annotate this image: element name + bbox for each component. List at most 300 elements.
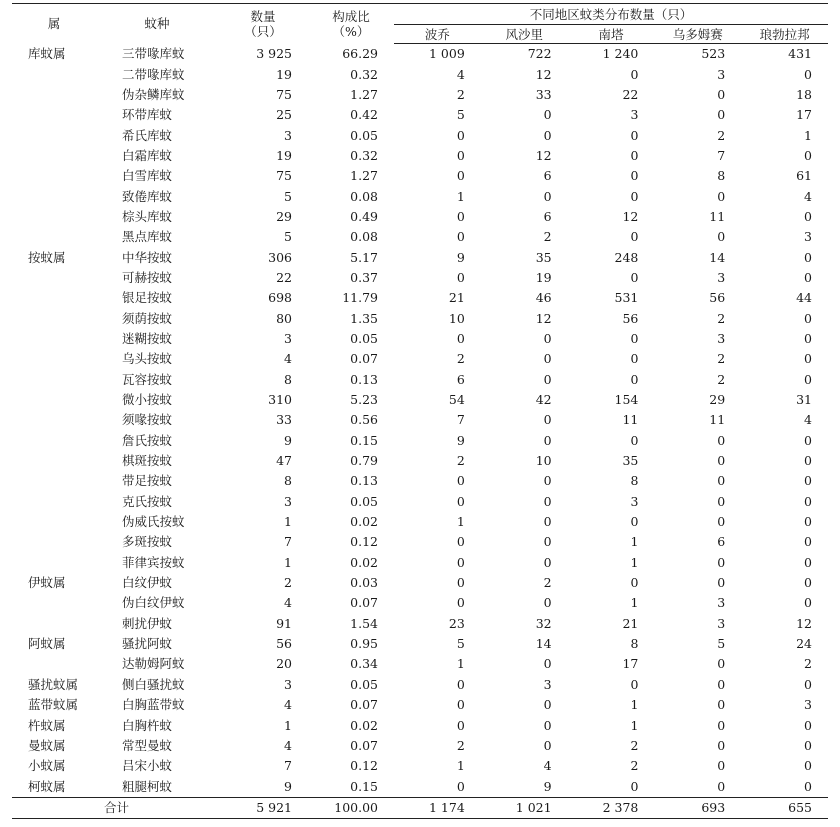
- region-cell: 3: [543, 676, 552, 692]
- region-cell: 8: [630, 636, 639, 652]
- region-cell: 14: [709, 249, 726, 265]
- ratio-cell: 0.07: [350, 737, 378, 753]
- region-cell: 3: [717, 595, 726, 611]
- ratio-cell: 0.79: [350, 453, 378, 469]
- species-cell: 粗腿柯蚊: [122, 778, 173, 794]
- count-cell: 310: [268, 392, 292, 408]
- region-cell: 0: [630, 147, 639, 163]
- region-cell: 0: [456, 493, 465, 509]
- ratio-cell: 0.95: [350, 636, 378, 652]
- region-cell: 523: [701, 46, 726, 62]
- region-cell: 8: [630, 473, 639, 489]
- region-cell: 0: [456, 229, 465, 245]
- region-cell: 0: [804, 575, 812, 591]
- table-row: [12, 207, 828, 227]
- region-cell: 0: [630, 371, 639, 387]
- table-row: [12, 614, 828, 634]
- region-cell: 0: [804, 432, 812, 448]
- region-cell: 19: [535, 269, 552, 285]
- genus-cell: [12, 654, 96, 674]
- genus-cell: [12, 431, 96, 451]
- count-header: [218, 4, 308, 44]
- region-cell: 18: [796, 86, 812, 102]
- region-cell: 0: [543, 717, 552, 733]
- table-row: [12, 410, 828, 430]
- ratio-cell: 0.34: [350, 656, 378, 672]
- ratio-header-line2: （%）: [332, 23, 370, 39]
- region-cell: 0: [456, 717, 465, 733]
- ratio-cell: 0.42: [350, 107, 378, 123]
- region-cell: 11: [709, 412, 726, 428]
- table-row: [12, 573, 828, 593]
- region-cell: 0: [717, 493, 726, 509]
- region-cell: 0: [456, 147, 465, 163]
- genus-cell: 骚扰蚊属: [28, 676, 79, 692]
- ratio-cell: 0.07: [350, 351, 378, 367]
- genus-cell: [12, 207, 96, 227]
- total-label: 合计: [12, 797, 218, 818]
- region-cell: 12: [535, 66, 552, 82]
- ratio-cell: 0.37: [350, 269, 378, 285]
- region-cell: 531: [614, 290, 639, 306]
- region-cell: 2: [804, 656, 812, 672]
- genus-cell: [12, 146, 96, 166]
- region-cell: 0: [456, 269, 465, 285]
- count-cell: 29: [276, 208, 292, 224]
- mosquito-distribution-table: [12, 3, 828, 819]
- count-cell: 91: [276, 615, 292, 631]
- count-cell: 3: [284, 127, 292, 143]
- region-cell: 0: [456, 697, 465, 713]
- ratio-cell: 0.08: [350, 229, 378, 245]
- region-cell: 2: [717, 127, 726, 143]
- region-cell: 0: [804, 473, 812, 489]
- ratio-cell: 0.32: [350, 66, 378, 82]
- region-cell: 1: [456, 656, 465, 672]
- table-row: [12, 308, 828, 328]
- species-cell: 白霜库蚊: [122, 147, 173, 163]
- count-cell: 47: [276, 453, 292, 469]
- region-cell: 0: [804, 778, 812, 794]
- region-cell: 31: [796, 392, 812, 408]
- count-cell: 8: [284, 473, 292, 489]
- genus-cell: [12, 492, 96, 512]
- count-header-line1: 数量: [250, 8, 276, 24]
- region-cell: 0: [804, 330, 812, 346]
- table-row: [12, 186, 828, 206]
- count-cell: 1: [284, 514, 292, 530]
- region-cell: 4: [804, 412, 812, 428]
- region-cell: 0: [543, 412, 552, 428]
- total-region-cell: 655: [741, 797, 828, 818]
- region-cell: 10: [448, 310, 465, 326]
- count-cell: 8: [284, 371, 292, 387]
- region-cell: 9: [543, 778, 552, 794]
- species-cell: 环带库蚊: [122, 107, 173, 123]
- table-row: [12, 146, 828, 166]
- count-cell: 80: [276, 310, 292, 326]
- region-cell: 24: [796, 636, 812, 652]
- region-cell: 12: [535, 310, 552, 326]
- species-cell: 微小按蚊: [122, 392, 173, 408]
- ratio-cell: 0.13: [350, 371, 378, 387]
- region-header-4: 乌多姆赛: [654, 25, 741, 44]
- region-cell: 0: [717, 697, 726, 713]
- ratio-cell: 0.13: [350, 473, 378, 489]
- region-cell: 6: [456, 371, 465, 387]
- count-cell: 4: [284, 737, 292, 753]
- ratio-cell: 0.15: [350, 778, 378, 794]
- region-cell: 0: [717, 107, 726, 123]
- region-cell: 0: [630, 188, 639, 204]
- ratio-header-line1: 构成比: [332, 8, 370, 24]
- species-cell: 可赫按蚊: [122, 269, 173, 285]
- region-cell: 0: [543, 534, 552, 550]
- ratio-cell: 0.05: [350, 330, 378, 346]
- region-cell: 1: [630, 534, 639, 550]
- region-cell: 0: [804, 554, 812, 570]
- table-row: [12, 105, 828, 125]
- species-cell: 须喙按蚊: [122, 412, 173, 428]
- region-cell: 0: [630, 432, 639, 448]
- table-row: [12, 756, 828, 776]
- region-cell: 3: [630, 493, 639, 509]
- genus-cell: [12, 308, 96, 328]
- region-header-3: 南塔: [568, 25, 655, 44]
- table-header: [12, 4, 828, 44]
- region-cell: 0: [456, 127, 465, 143]
- table-row: [12, 268, 828, 288]
- region-cell: 0: [804, 66, 812, 82]
- region-cell: 0: [717, 778, 726, 794]
- region-cell: 1 009: [429, 46, 465, 62]
- ratio-cell: 0.02: [350, 514, 378, 530]
- table-row: [12, 512, 828, 532]
- region-header-2: 风沙里: [481, 25, 568, 44]
- region-cell: 722: [527, 46, 552, 62]
- region-cell: 1: [456, 188, 465, 204]
- count-cell: 4: [284, 697, 292, 713]
- region-cell: 0: [630, 229, 639, 245]
- region-cell: 22: [622, 86, 639, 102]
- table-row: [12, 675, 828, 695]
- region-cell: 9: [456, 432, 465, 448]
- species-cell: 黑点库蚊: [122, 229, 173, 245]
- region-cell: 21: [622, 615, 639, 631]
- table-row: [12, 736, 828, 756]
- count-cell: 56: [276, 636, 292, 652]
- genus-cell: 曼蚊属: [28, 737, 66, 753]
- region-cell: 0: [543, 188, 552, 204]
- total-region-cell: 693: [654, 797, 741, 818]
- count-cell: 75: [276, 86, 292, 102]
- ratio-cell: 0.05: [350, 127, 378, 143]
- region-cell: 154: [614, 392, 639, 408]
- species-cell: 希氏库蚊: [122, 127, 173, 143]
- table-row: [12, 451, 828, 471]
- ratio-header: [308, 4, 394, 44]
- region-cell: 3: [804, 229, 812, 245]
- region-cell: 3: [630, 107, 639, 123]
- region-cell: 3: [804, 697, 812, 713]
- region-cell: 2: [630, 758, 639, 774]
- ratio-cell: 0.02: [350, 717, 378, 733]
- region-cell: 1: [456, 514, 465, 530]
- region-cell: 6: [543, 168, 552, 184]
- region-cell: 0: [630, 269, 639, 285]
- region-cell: 431: [788, 46, 812, 62]
- count-cell: 698: [268, 290, 292, 306]
- region-cell: 0: [456, 595, 465, 611]
- ratio-cell: 1.27: [350, 168, 378, 184]
- region-cell: 0: [717, 717, 726, 733]
- genus-cell: 伊蚊属: [28, 575, 66, 591]
- region-header-1: 波乔: [394, 25, 481, 44]
- region-cell: 248: [614, 249, 639, 265]
- region-group-header: 不同地区蚊类分布数量（只）: [394, 4, 828, 25]
- species-cell: 银足按蚊: [122, 290, 173, 306]
- region-cell: 0: [804, 208, 812, 224]
- table-row: [12, 227, 828, 247]
- region-cell: 0: [543, 351, 552, 367]
- region-cell: 7: [456, 412, 465, 428]
- species-cell: 迷糊按蚊: [122, 330, 173, 346]
- count-cell: 2: [284, 575, 292, 591]
- region-cell: 0: [630, 778, 639, 794]
- region-cell: 0: [804, 147, 812, 163]
- genus-header: 属: [47, 16, 61, 32]
- species-cell: 詹氏按蚊: [122, 432, 173, 448]
- region-cell: 0: [543, 330, 552, 346]
- region-cell: 2: [717, 351, 726, 367]
- region-cell: 1: [630, 697, 639, 713]
- ratio-cell: 5.23: [350, 392, 378, 408]
- genus-cell: [12, 186, 96, 206]
- genus-cell: [12, 471, 96, 491]
- region-cell: 0: [543, 107, 552, 123]
- species-cell: 瓦容按蚊: [122, 371, 173, 387]
- region-cell: 32: [535, 615, 552, 631]
- region-cell: 29: [709, 392, 726, 408]
- count-cell: 306: [268, 249, 292, 265]
- region-cell: 1: [630, 554, 639, 570]
- region-cell: 0: [717, 229, 726, 245]
- region-cell: 0: [543, 554, 552, 570]
- region-cell: 0: [456, 208, 465, 224]
- region-cell: 2: [543, 229, 552, 245]
- region-cell: 35: [622, 453, 639, 469]
- region-cell: 1 240: [602, 46, 639, 62]
- table-row: [12, 125, 828, 145]
- region-cell: 21: [448, 290, 465, 306]
- count-cell: 3 925: [256, 45, 292, 61]
- table-row: [12, 166, 828, 186]
- species-cell: 带足按蚊: [122, 473, 173, 489]
- table-row: [12, 431, 828, 451]
- table-row: [12, 390, 828, 410]
- genus-cell: [12, 166, 96, 186]
- region-cell: 0: [630, 168, 639, 184]
- genus-cell: [12, 85, 96, 105]
- region-cell: 0: [804, 453, 812, 469]
- region-cell: 2: [543, 575, 552, 591]
- ratio-cell: 1.35: [350, 310, 378, 326]
- region-cell: 23: [448, 615, 465, 631]
- region-cell: 0: [543, 371, 552, 387]
- total-count: 5 921: [218, 797, 308, 818]
- count-cell: 1: [284, 717, 292, 733]
- table-row: [12, 288, 828, 308]
- ratio-cell: 0.49: [350, 208, 378, 224]
- region-cell: 0: [804, 249, 812, 265]
- count-cell: 7: [284, 534, 292, 550]
- region-cell: 0: [717, 676, 726, 692]
- genus-cell: [12, 227, 96, 247]
- species-cell: 伪杂鳞库蚊: [122, 86, 185, 102]
- count-cell: 33: [276, 412, 292, 428]
- region-cell: 33: [535, 86, 552, 102]
- ratio-cell: 0.02: [350, 554, 378, 570]
- region-cell: 56: [622, 310, 639, 326]
- table-row: [12, 247, 828, 267]
- count-cell: 5: [284, 188, 292, 204]
- region-cell: 56: [709, 290, 726, 306]
- region-cell: 2: [630, 737, 639, 753]
- count-cell: 19: [276, 66, 292, 82]
- region-cell: 0: [456, 330, 465, 346]
- ratio-cell: 0.08: [350, 188, 378, 204]
- table-row: [12, 634, 828, 654]
- species-cell: 乌头按蚊: [122, 351, 173, 367]
- region-cell: 0: [717, 453, 726, 469]
- species-cell: 须荫按蚊: [122, 310, 173, 326]
- species-cell: 常型曼蚊: [122, 737, 173, 753]
- region-cell: 0: [543, 737, 552, 753]
- table-row: [12, 715, 828, 735]
- genus-cell: [12, 125, 96, 145]
- species-cell: 三带喙库蚊: [122, 45, 185, 61]
- region-cell: 7: [717, 147, 726, 163]
- ratio-cell: 0.05: [350, 676, 378, 692]
- region-cell: 2: [456, 351, 465, 367]
- ratio-cell: 0.56: [350, 412, 378, 428]
- region-cell: 0: [717, 554, 726, 570]
- region-cell: 0: [804, 737, 812, 753]
- total-region-cell: 2 378: [568, 797, 655, 818]
- region-cell: 0: [717, 86, 726, 102]
- table-row: [12, 553, 828, 573]
- count-cell: 22: [276, 269, 292, 285]
- region-cell: 0: [717, 514, 726, 530]
- genus-cell: [12, 105, 96, 125]
- region-cell: 3: [717, 269, 726, 285]
- count-cell: 75: [276, 168, 292, 184]
- region-cell: 2: [717, 371, 726, 387]
- species-cell: 吕宋小蚊: [122, 758, 173, 774]
- region-cell: 1: [456, 758, 465, 774]
- ratio-cell: 66.29: [342, 45, 378, 61]
- ratio-cell: 1.27: [350, 86, 378, 102]
- genus-cell: 小蚊属: [28, 758, 66, 774]
- count-cell: 3: [284, 493, 292, 509]
- region-cell: 0: [456, 534, 465, 550]
- table-row: [12, 64, 828, 84]
- region-cell: 4: [543, 758, 552, 774]
- species-cell: 白胸蓝带蚊: [122, 697, 185, 713]
- species-cell: 伪白纹伊蚊: [122, 595, 185, 611]
- region-cell: 0: [630, 514, 639, 530]
- genus-cell: 库蚊属: [28, 45, 66, 61]
- count-cell: 5: [284, 229, 292, 245]
- species-cell: 二带喙库蚊: [122, 66, 185, 82]
- region-cell: 0: [543, 514, 552, 530]
- region-cell: 12: [622, 208, 639, 224]
- table-row: [12, 492, 828, 512]
- genus-cell: 蓝带蚊属: [28, 697, 79, 713]
- genus-cell: [12, 349, 96, 369]
- species-cell: 多斑按蚊: [122, 534, 173, 550]
- ratio-cell: 0.05: [350, 493, 378, 509]
- genus-cell: [12, 614, 96, 634]
- region-cell: 3: [717, 615, 726, 631]
- region-cell: 0: [630, 330, 639, 346]
- genus-cell: [12, 532, 96, 552]
- region-cell: 0: [804, 493, 812, 509]
- region-cell: 0: [630, 676, 639, 692]
- total-region-cell: 1 174: [394, 797, 481, 818]
- genus-cell: 柯蚊属: [28, 778, 66, 794]
- region-cell: 5: [456, 636, 465, 652]
- species-cell: 白雪库蚊: [122, 168, 173, 184]
- region-cell: 0: [630, 127, 639, 143]
- region-cell: 0: [456, 676, 465, 692]
- table-row: [12, 532, 828, 552]
- count-cell: 9: [284, 778, 292, 794]
- species-cell: 中华按蚊: [122, 249, 173, 265]
- species-cell: 伪威氏按蚊: [122, 514, 185, 530]
- table-row: [12, 44, 828, 65]
- ratio-cell: 0.12: [350, 534, 378, 550]
- region-cell: 54: [448, 392, 465, 408]
- region-cell: 0: [543, 432, 552, 448]
- ratio-cell: 11.79: [342, 290, 378, 306]
- total-row: [12, 797, 828, 818]
- region-cell: 0: [543, 493, 552, 509]
- region-cell: 44: [796, 290, 812, 306]
- genus-cell: [12, 329, 96, 349]
- genus-cell: [12, 268, 96, 288]
- ratio-cell: 0.07: [350, 697, 378, 713]
- species-cell: 棕头库蚊: [122, 208, 173, 224]
- region-cell: 12: [535, 147, 552, 163]
- region-cell: 0: [804, 514, 812, 530]
- count-cell: 3: [284, 330, 292, 346]
- region-cell: 0: [543, 697, 552, 713]
- region-cell: 6: [543, 208, 552, 224]
- species-cell: 致倦库蚊: [122, 188, 173, 204]
- count-cell: 7: [284, 758, 292, 774]
- region-cell: 10: [535, 453, 552, 469]
- genus-cell: [12, 553, 96, 573]
- region-cell: 0: [804, 717, 812, 733]
- region-cell: 4: [456, 66, 465, 82]
- table-row: [12, 471, 828, 491]
- region-cell: 0: [630, 66, 639, 82]
- region-cell: 14: [535, 636, 552, 652]
- genus-cell: [12, 512, 96, 532]
- region-cell: 0: [804, 310, 812, 326]
- genus-cell: 阿蚊属: [28, 636, 66, 652]
